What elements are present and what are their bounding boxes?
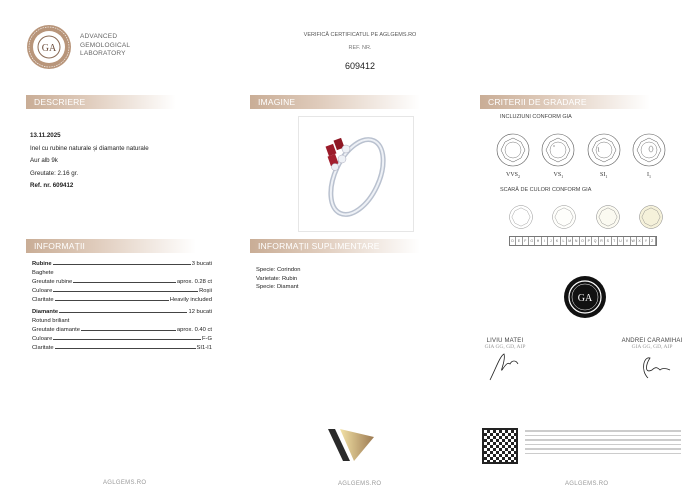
inclusion-label: I [646, 172, 649, 178]
info-label: Greutate rubine [32, 279, 73, 285]
info-label: Greutate diamante [32, 327, 81, 333]
inclusion-label: SI [599, 172, 606, 178]
color-grade-cell: H [535, 237, 541, 245]
leader-line [73, 282, 176, 283]
color-grade-cell: I [542, 237, 548, 245]
color-grade-cell: D [510, 237, 516, 245]
color-grade-cell: P [586, 237, 592, 245]
color-grade-cell: J [548, 237, 554, 245]
color-grade-cell: E [516, 237, 522, 245]
lab-name [80, 33, 130, 59]
extra-variety: Varietate: Rubin [256, 275, 298, 282]
diamond-color-icon [551, 204, 577, 230]
diamond-diagram-icon [632, 133, 666, 167]
description-item: Inel cu rubine naturale și diamante naturale [30, 144, 149, 152]
diamond-diagram-icon [496, 133, 530, 167]
signer-name: LIVIU MATEI [486, 338, 524, 344]
info-label: Diamante [32, 309, 59, 315]
color-grade-cell: N [573, 237, 579, 245]
color-scale-title: SCARĂ DE CULORI CONFORM GIA [500, 187, 592, 193]
description-block [30, 130, 149, 193]
brand-mark [328, 427, 374, 463]
color-grade-cell: Q [592, 237, 598, 245]
inclusion-sub: 1 [605, 174, 608, 180]
description-ref: Ref. nr. 609412 [30, 182, 74, 189]
inclusions-title: INCLUZIUNI CONFORM GIA [500, 114, 572, 120]
inclusion-vs1 [541, 133, 575, 179]
svg-text:GA: GA [41, 43, 57, 54]
inclusion-si1 [587, 133, 621, 179]
color-grade-cell: O [580, 237, 586, 245]
inclusion-i1 [632, 133, 666, 179]
info-table [32, 258, 212, 351]
lab-seal-icon [26, 24, 72, 70]
diamond-color-icon [595, 204, 621, 230]
info-value: Heavily included [169, 297, 212, 303]
lab-seal [563, 275, 607, 319]
signature-icon [630, 350, 680, 382]
info-value: Roșii [199, 288, 212, 294]
info-value: F-G [202, 336, 212, 342]
extra-species: Specie: Corindon [256, 267, 301, 273]
ref-value: 609412 [344, 61, 376, 71]
color-grade-cell: W [631, 237, 637, 245]
leader-line [81, 330, 176, 331]
signer-name: ANDREI CARAMIHAI [621, 338, 683, 344]
info-label: Claritate [32, 297, 54, 303]
lab-name-line1: ADVANCED [80, 33, 118, 40]
ring-photo [298, 116, 414, 232]
info-value: aprox. 0.40 ct [176, 327, 212, 333]
verify-text: VERIFICĂ CERTIFICATUL PE AGLGEMS.RO [303, 32, 417, 38]
info-row [32, 315, 212, 324]
diamond-diagram-icon [587, 133, 621, 167]
info-row [32, 324, 212, 333]
section-header-suplimentare: INFORMAȚII SUPLIMENTARE [250, 239, 420, 253]
info-row [32, 333, 212, 342]
description-weight: Greutate: 2.16 gr. [30, 169, 79, 177]
color-grade-cell: L [561, 237, 567, 245]
section-header-imagine: IMAGINE [250, 95, 420, 109]
info-row [32, 285, 212, 294]
info-value: 3 bucati [191, 261, 212, 267]
color-grade-cell: V [624, 237, 630, 245]
info-value: SI1-I1 [196, 345, 212, 351]
description-date: 13.11.2025 [30, 132, 61, 139]
footer-website-center[interactable]: AGLGEMS.RO [338, 481, 382, 487]
color-grade-cell: S [605, 237, 611, 245]
ref-label: REF. NR. [348, 45, 372, 51]
color-grade-cell: T [612, 237, 618, 245]
info-label: Claritate [32, 345, 54, 351]
color-grade-cell: Z [650, 237, 656, 245]
verify-block [240, 32, 480, 71]
section-header-descriere: DESCRIERE [26, 95, 176, 109]
info-row [32, 258, 212, 267]
info-row [32, 276, 212, 285]
color-grade-cell: M [567, 237, 573, 245]
inclusion-label: VVS [505, 172, 518, 178]
black-seal-icon [563, 275, 607, 319]
info-label: Rubine [32, 261, 52, 267]
section-header-criterii: CRITERII DE GRADARE [480, 95, 650, 109]
lab-logo [26, 24, 72, 70]
inclusion-diagrams [496, 133, 666, 179]
signature-1 [470, 338, 540, 387]
info-row [32, 306, 212, 315]
diamond-color-icon [508, 204, 534, 230]
signature-icon [482, 350, 532, 382]
color-grade-cell: K [554, 237, 560, 245]
signer-title: GIA GG, GD, AIP [484, 344, 526, 350]
extra-block [256, 266, 300, 292]
leader-line [53, 264, 191, 265]
color-diagrams [508, 204, 664, 230]
info-label: Rotund briliant [32, 318, 70, 324]
leader-line [55, 348, 196, 349]
leader-line [53, 339, 201, 340]
color-scale-bar [509, 236, 657, 246]
info-label: Culoare [32, 288, 53, 294]
diamond-diagram-icon [541, 133, 575, 167]
footer-website-right[interactable]: AGLGEMS.RO [565, 481, 609, 487]
info-row [32, 294, 212, 303]
info-label: Baghete [32, 270, 54, 276]
info-row [32, 342, 212, 351]
fine-print [525, 427, 681, 457]
lab-name-line3: LABORATORY [80, 50, 126, 57]
info-label: Culoare [32, 336, 53, 342]
brand-logo-icon [328, 427, 374, 463]
info-value: aprox. 0.28 ct [176, 279, 212, 285]
section-header-informatii: INFORMAȚII [26, 239, 196, 253]
inclusion-sub: 1 [561, 174, 564, 180]
info-value: 12 bucati [188, 309, 212, 315]
qr-code[interactable] [482, 428, 518, 464]
footer-website-left[interactable]: AGLGEMS.RO [103, 480, 147, 486]
ring-image-icon [299, 117, 413, 231]
color-grade-cell: U [618, 237, 624, 245]
svg-text:GA: GA [577, 293, 593, 304]
description-metal: Aur alb 9k [30, 157, 58, 164]
inclusion-label: VS [553, 172, 562, 178]
signer-title: GIA GG, GD, AIP [631, 344, 673, 350]
leader-line [59, 312, 187, 313]
extra-species-2: Specie: Diamant [256, 284, 299, 290]
signature-2 [612, 338, 692, 387]
color-grade-cell: X [637, 237, 643, 245]
inclusion-sub: 2 [518, 174, 520, 180]
leader-line [53, 291, 198, 292]
lab-name-line2: GEMOLOGICAL [80, 41, 131, 49]
leader-line [55, 300, 169, 301]
info-row [32, 267, 212, 276]
color-grade-cell: F [523, 237, 529, 245]
inclusion-sub: 1 [648, 174, 651, 180]
color-grade-cell: R [599, 237, 605, 245]
color-grade-cell: G [529, 237, 535, 245]
color-grade-cell: Y [643, 237, 649, 245]
diamond-color-icon [638, 204, 664, 230]
inclusion-vvs2 [496, 133, 530, 179]
